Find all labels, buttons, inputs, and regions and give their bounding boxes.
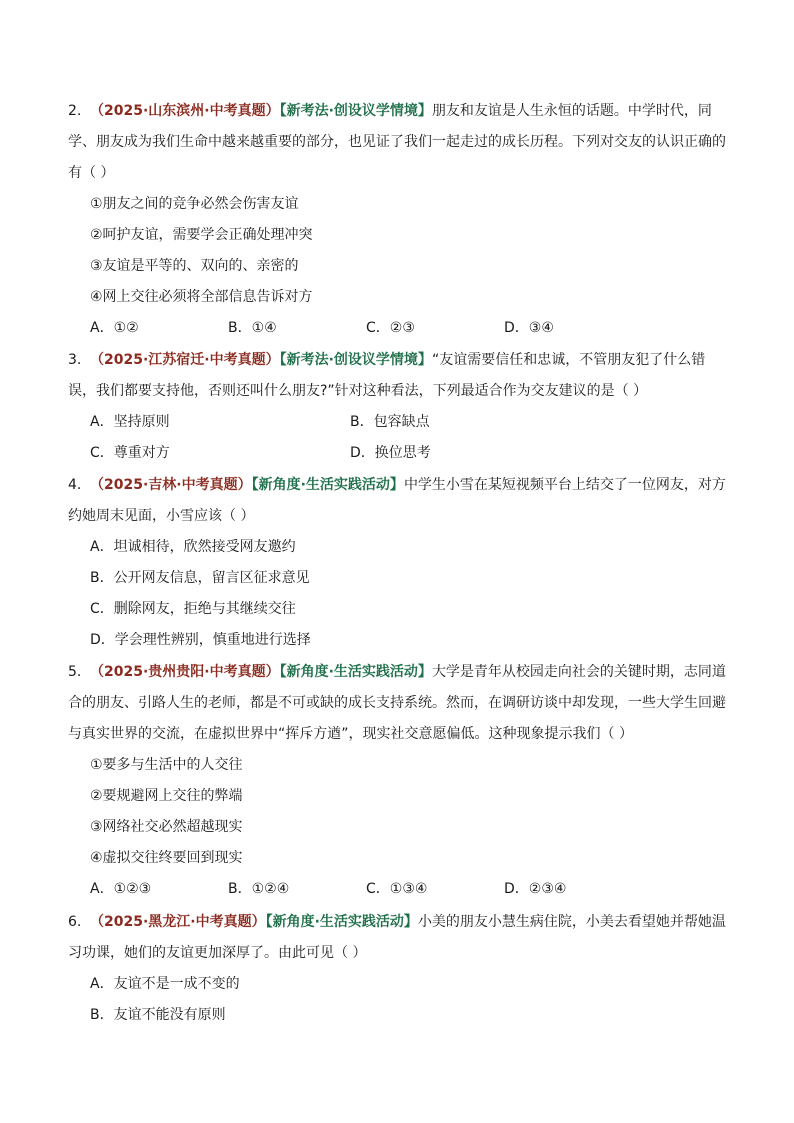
- statement: ①朋友之间的竞争必然会伤害友谊: [90, 196, 299, 212]
- question-tag: 【新考法·创设议学情境】: [279, 103, 432, 119]
- statement: ④网上交往必须将全部信息告诉对方: [90, 289, 313, 305]
- question-source: （2025·江苏宿迁·中考真题）: [90, 352, 280, 368]
- question-tag: 【新角度·生活实践活动】: [251, 477, 404, 493]
- question-text: 朋友和友谊是人生永恒的话题。中学时代，同学、朋友成为我们生命中越来越重要的部分，也见证了我们一起走过的成长历程。下列对交友的认识正确的有（ ）: [68, 103, 726, 181]
- question-source: （2025·贵州贵阳·中考真题）: [90, 664, 280, 680]
- option-b[interactable]: B．友谊不能没有原则: [90, 1007, 226, 1023]
- option-a[interactable]: A．坚持原则: [90, 414, 170, 430]
- question-stem: [68, 470, 732, 532]
- question-number: 6.: [68, 914, 82, 930]
- question-tag: 【新考法·创设议学情境】: [279, 352, 432, 368]
- question-tag: 【新角度·生活实践活动】: [279, 664, 432, 680]
- question-text: 小美的朋友小慧生病住院，小美去看望她并帮她温习功课，她们的友谊更加深厚了。由此可见（ ）: [68, 914, 726, 961]
- question-2: [68, 96, 732, 344]
- option-b[interactable]: B．公开网友信息，留言区征求意见: [90, 570, 310, 586]
- question-4: [68, 470, 732, 656]
- question-6: [68, 907, 732, 1031]
- question-text: “友谊需要信任和忠诚，不管朋友犯了什么错误，我们都要支持他，否则还叫什么朋友?”针对这种看法，下列最适合作为交友建议的是（ ）: [68, 352, 706, 399]
- question-number: 5.: [68, 664, 82, 680]
- question-source: （2025·黑龙江·中考真题）: [90, 914, 266, 930]
- statement: ②呵护友谊，需要学会正确处理冲突: [90, 227, 313, 243]
- question-source: （2025·山东滨州·中考真题）: [90, 103, 280, 119]
- option-d[interactable]: D．②③④: [504, 881, 567, 897]
- options-row: [68, 407, 732, 438]
- option-a[interactable]: A．坦诚相待，欣然接受网友邀约: [90, 539, 296, 555]
- question-number: 4.: [68, 477, 82, 493]
- option-d[interactable]: D．换位思考: [350, 445, 431, 461]
- option-b[interactable]: B．①②④: [228, 881, 290, 897]
- question-stem: [68, 96, 732, 189]
- option-a[interactable]: A．友谊不是一成不变的: [90, 976, 240, 992]
- option-c[interactable]: C．尊重对方: [90, 445, 170, 461]
- question-number: 3.: [68, 352, 82, 368]
- statement: ④虚拟交往终要回到现实: [90, 850, 243, 866]
- option-b[interactable]: B．包容缺点: [350, 414, 430, 430]
- option-d[interactable]: D．③④: [504, 320, 554, 336]
- question-number: 2.: [68, 103, 82, 119]
- question-text: 大学是青年从校园走向社会的关键时期，志同道合的朋友、引路人生的老师，都是不可或缺的成长支持系统。然而，在调研访谈中却发现，一些大学生回避与真实世界的交流，在虚拟世界中“挥斥方遒”，现实社交意愿偏低。这种现象提示我们（ ）: [68, 664, 726, 742]
- option-c[interactable]: C．①③④: [366, 881, 428, 897]
- option-a[interactable]: A．①②: [90, 320, 139, 336]
- question-stem: [68, 907, 732, 969]
- question-stem: [68, 345, 732, 407]
- question-5: [68, 657, 732, 905]
- option-d[interactable]: D．学会理性辨别，慎重地进行选择: [90, 632, 311, 648]
- statement: ③网络社交必然超越现实: [90, 819, 243, 835]
- options-row: [68, 874, 732, 905]
- options-row: [68, 313, 732, 344]
- option-c[interactable]: C．删除网友，拒绝与其继续交往: [90, 601, 296, 617]
- question-3: [68, 345, 732, 469]
- statement: ①要多与生活中的人交往: [90, 757, 243, 773]
- statement: ②要规避网上交往的弊端: [90, 788, 243, 804]
- statement: ③友谊是平等的、双向的、亲密的: [90, 258, 299, 274]
- question-text: 中学生小雪在某短视频平台上结交了一位网友，对方约她周末见面，小雪应该（ ）: [68, 477, 726, 524]
- option-b[interactable]: B．①④: [228, 320, 277, 336]
- question-stem: [68, 657, 732, 750]
- option-c[interactable]: C．②③: [366, 320, 415, 336]
- options-row: [68, 438, 732, 469]
- question-source: （2025·吉林·中考真题）: [90, 477, 252, 493]
- option-a[interactable]: A．①②③: [90, 881, 152, 897]
- question-tag: 【新角度·生活实践活动】: [265, 914, 418, 930]
